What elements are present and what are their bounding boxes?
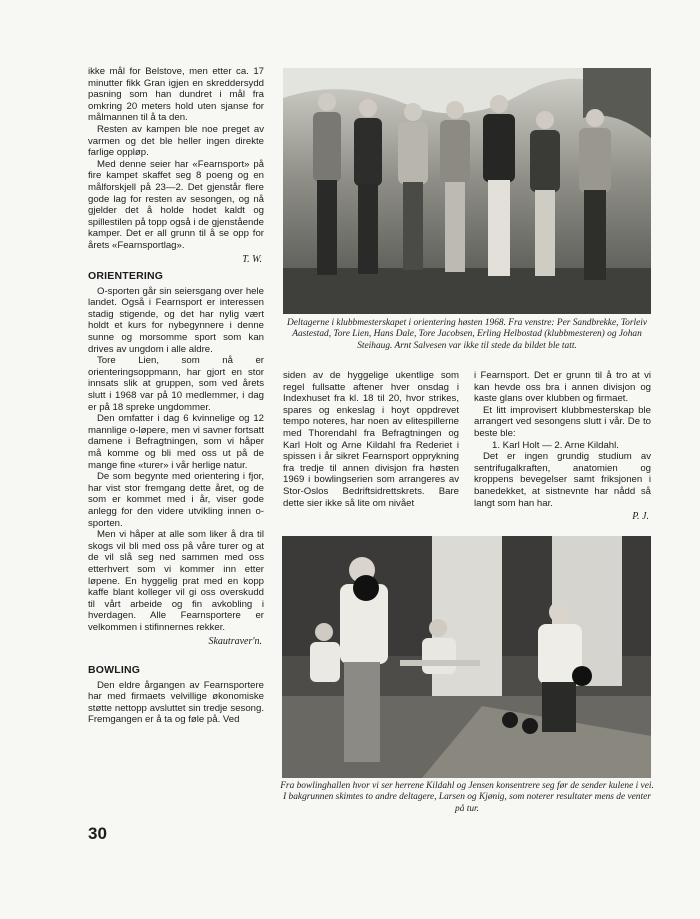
orientering-paragraph-3: Den omfatter i dag 6 kvinnelige og 12 mannlige o-løpere, men vi savner fortsatt damene i Befragtningen, som vi håper må komme og bli med oss ut på de mange fine «turer» i vår herlige natur. [88, 413, 264, 471]
orientering-paragraph-4: De som begynte med orientering i fjor, har vist stor fremgang dette året, og de som er kommet med i år, viser gode anlegg for den videre utvikling innen o-sporten. [88, 471, 264, 529]
bowling-paragraph: Den eldre årgangen av Fearnsportere har med firmaets velvillige økonomiske støtte nettopp avsluttet sin tredje sesong. Fremgangen er å ta og føle på. Ved [88, 679, 264, 726]
signature-pj: P. J. [632, 511, 649, 523]
orienteering-group-photo [283, 68, 651, 314]
orientering-paragraph-5: Men vi håper at alle som liker å dra til skogs vil bli med oss på våre turer og at de vil slå seg ned sammen med oss etterhvert som vi kommer inn etter løpene. En hyggelig prat med en kopp kaffe blant kolleger vil gi oss overskudd til vårt arbeide og fin avkobling i hverdagen. Alle Fearnsportere er velkommen i stifinnernes rekker. [88, 529, 264, 633]
bowling-right-paragraph-1: i Fearnsport. Det er grunn til å tro at vi kan hevde oss bra i annen divisjon og kaste glans over klubben og firmaet. [474, 370, 651, 405]
bowling-right-paragraph-3: Det er ingen grundig studium av sentrifugalkraften, anatomien og kroppens bevegelser samt friksjonen i banedekket, at sistnevnte har nådd så langt som han har. [474, 451, 651, 509]
orientering-paragraph-1: O-sporten går sin seiersgang over hele landet. Også i Fearnsport er interessen stadig stigende, og det har nylig vært holdt et kurs for nybegynnere i denne sunne og morsomme sport som kan drives av ungdom i alle aldre. [88, 285, 264, 355]
page-number: 30 [88, 824, 107, 843]
orientering-paragraph-2: Tore Lien, som nå er orienteringsoppmann, har gjort en stor innsats slik at gruppen, som ved årets slutt i 1968 var på 10 medlemmer, i dag er på 18 spreke ungdommer. [88, 355, 264, 413]
left-column [88, 66, 264, 726]
bowling-continued-paragraph: siden av de hyggelige ukentlige som regel fullsatte aftener hver onsdag i Indexhuset fra kl. 18 til 20, hvor strikes, spares og enkeslag i hoyt oppdrevet tempo noteres, har noen av elitespillerne med Thorendahl fra Befragtningen og Karl Holt og Arne Kildahl fra Rederiet i spissen i år sikret Fearnsport opprykning fra tredje til annen divisjon fra høsten 1969 i bowlingserien som arrangeres av Stor-Oslos Bedriftsidrettskrets. Bare dette sier ikke så lite om nivået [283, 370, 459, 509]
signature-skautravern: Skautraver'n. [208, 635, 262, 647]
championship-results: 1. Karl Holt — 2. Arne Kildahl. [492, 439, 619, 451]
football-paragraph-1: ikke mål for Belstove, men etter ca. 17 minutter fikk Gran igjen en skreddersydd pasning som han dundret i mål fra omkring 20 meters hold uten sjanse for målmannen til å ta den. [88, 66, 264, 124]
orienteering-photo-illustration [283, 68, 651, 314]
bowling-heading: BOWLING [88, 664, 141, 677]
bowling-photo-caption: Fra bowlinghallen hvor vi ser herrene Kildahl og Jensen konsentrere seg før de sender kulene i vei. I bakgrunnen skimtes to andre deltagere, Larsen og Kjønig, som noterer resultater mens de venter på tur. [280, 781, 654, 814]
bowling-photo-illustration [282, 536, 651, 778]
bowling-hall-photo [282, 536, 651, 778]
orientering-heading: ORIENTERING [88, 270, 164, 283]
bowling-right-paragraph-2: Et litt improvisert klubbmesterskap ble arrangert ved sesongens slutt i vår. De to beste ble: [474, 404, 651, 439]
football-paragraph-2: Resten av kampen ble noe preget av varmen og det ble heller ingen direkte farlige oppløp. [88, 123, 264, 159]
football-paragraph-3: Med denne seier har «Fearnsport» på fire kampet skaffet seg 8 poeng og en målforskjell på 23—2. Det gjenstår flere gode lag for resten av sesongen, og nå gjelder det å holde hodet kaldt og spillestilen på topp også i de gjenstående kamper. Det er all grunn til å se opp for årets «Fearnsportlag». [88, 158, 264, 251]
signature-tw: T. W. [242, 253, 262, 265]
middle-column [283, 370, 459, 509]
orienteering-photo-caption: Deltagerne i klubbmesterskapet i orientering høsten 1968. Fra venstre: Per Sandbrekke, Torleiv Aastestad, Tore Lien, Hans Dale, Tore Jacobsen, Erling Helbostad (klubbmesteren) og Johan Steihaug. Arnt Salvesen var ikke til stede da bildet ble tatt. [286, 318, 648, 351]
right-column [474, 370, 651, 523]
